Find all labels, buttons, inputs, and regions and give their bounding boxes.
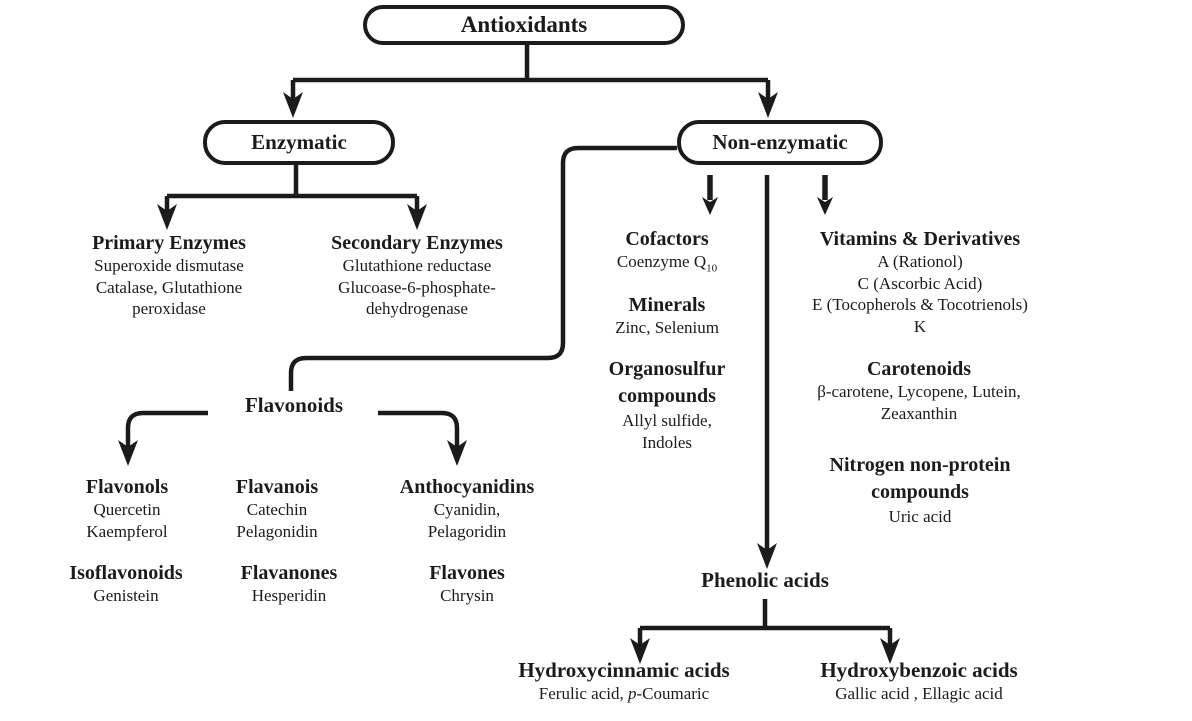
node-line: E (Tocopherols & Tocotrienols) bbox=[812, 295, 1028, 314]
node-line: Cyanidin, bbox=[433, 500, 501, 519]
edge-flavonoids-left bbox=[128, 413, 208, 447]
node-line: Hesperidin bbox=[251, 586, 327, 605]
node-title: Anthocyanidins bbox=[399, 476, 535, 498]
node-phenolic-acids bbox=[701, 568, 829, 593]
ferulic-text: Ferulic acid, bbox=[538, 684, 628, 703]
node-line: Glutathione reductase bbox=[342, 256, 492, 275]
node-line: β-carotene, Lycopene, Lutein, bbox=[817, 382, 1021, 401]
node-hydroxybenzoic-acids bbox=[820, 658, 1017, 705]
node-non-enzymatic bbox=[677, 120, 883, 165]
node-isoflavonoids bbox=[69, 561, 182, 607]
node-antioxidants bbox=[363, 5, 685, 45]
node-carotenoids bbox=[817, 357, 1021, 424]
node-title: Nitrogen non-protein bbox=[829, 454, 1011, 476]
node-title: Cofactors bbox=[625, 228, 709, 250]
node-title: Primary Enzymes bbox=[92, 232, 246, 254]
node-enzymatic bbox=[203, 120, 395, 165]
node-hydroxycinnamic-acids bbox=[518, 658, 729, 705]
node-title: Flavones bbox=[429, 562, 505, 584]
node-line: Zinc, Selenium bbox=[615, 318, 719, 337]
node-line: Genistein bbox=[93, 586, 159, 605]
node-line: Pelagonidin bbox=[236, 521, 318, 541]
node-line: Quercetin bbox=[93, 500, 161, 519]
node-primary-enzymes bbox=[92, 231, 246, 320]
node-line: A (Rationol) bbox=[877, 252, 963, 271]
node-title: Secondary Enzymes bbox=[331, 232, 503, 254]
node-title: Hydroxycinnamic acids bbox=[518, 658, 730, 682]
node-line: Allyl sulfide, bbox=[622, 411, 712, 430]
node-title: Flavonols bbox=[85, 476, 169, 498]
node-flavonoids bbox=[245, 393, 343, 418]
node-line: Superoxide dismutase bbox=[94, 256, 244, 275]
node-minerals bbox=[615, 293, 719, 339]
node-phenolic-acids-label: Phenolic acids bbox=[701, 568, 829, 592]
coenzyme-text: Coenzyme Q bbox=[616, 252, 707, 271]
node-non-enzymatic-label: Non-enzymatic bbox=[712, 130, 848, 154]
node-flavanois bbox=[236, 475, 318, 542]
node-line: K bbox=[913, 316, 927, 336]
node-line: Chrysin bbox=[440, 586, 494, 605]
edge-flavonoids-right bbox=[378, 413, 457, 447]
node-flavanones bbox=[241, 561, 338, 607]
node-line: Indoles bbox=[641, 432, 693, 452]
node-line bbox=[617, 251, 717, 280]
node-flavones bbox=[429, 561, 505, 607]
node-antioxidants-label: Antioxidants bbox=[460, 12, 588, 37]
node-title: Hydroxybenzoic acids bbox=[820, 658, 1018, 682]
node-line: peroxidase bbox=[132, 299, 206, 318]
node-title: Organosulfur bbox=[608, 358, 726, 380]
node-anthocyanidins bbox=[400, 475, 535, 542]
node-title: Vitamins & Derivatives bbox=[819, 228, 1021, 250]
node-enzymatic-label: Enzymatic bbox=[251, 130, 347, 154]
node-line: Pelagoridin bbox=[427, 521, 507, 541]
node-title: Flavanones bbox=[240, 562, 338, 584]
node-line: Catechin bbox=[246, 500, 308, 519]
node-title: Flavanois bbox=[235, 476, 319, 498]
node-line: Uric acid bbox=[888, 507, 952, 526]
node-vitamins-derivatives bbox=[812, 227, 1028, 337]
node-line: dehydrogenase bbox=[366, 299, 468, 318]
node-line: C (Ascorbic Acid) bbox=[857, 273, 983, 293]
node-line: Gallic acid , Ellagic acid bbox=[835, 684, 1003, 703]
node-title: compounds bbox=[871, 481, 969, 503]
p-italic: p bbox=[628, 684, 637, 703]
node-line: Kaempferol bbox=[86, 521, 168, 541]
node-line: Zeaxanthin bbox=[880, 403, 958, 423]
node-flavonols bbox=[86, 475, 168, 542]
node-line: Glucoase-6-phosphate- bbox=[338, 277, 496, 297]
node-nitrogen-non-protein-compounds bbox=[830, 452, 1011, 528]
node-line bbox=[518, 683, 729, 705]
node-title: Isoflavonoids bbox=[69, 562, 183, 584]
node-cofactors bbox=[617, 227, 717, 280]
node-organosulfur-compounds bbox=[609, 356, 726, 453]
node-line: Catalase, Glutathione bbox=[95, 277, 243, 297]
node-flavonoids-label: Flavonoids bbox=[244, 393, 344, 417]
node-title: Minerals bbox=[628, 294, 706, 316]
node-secondary-enzymes bbox=[331, 231, 503, 320]
coenzyme-subscript: 10 bbox=[706, 262, 718, 275]
node-title: compounds bbox=[618, 385, 716, 407]
coumaric-text: -Coumaric bbox=[636, 684, 710, 703]
node-title: Carotenoids bbox=[866, 358, 972, 380]
